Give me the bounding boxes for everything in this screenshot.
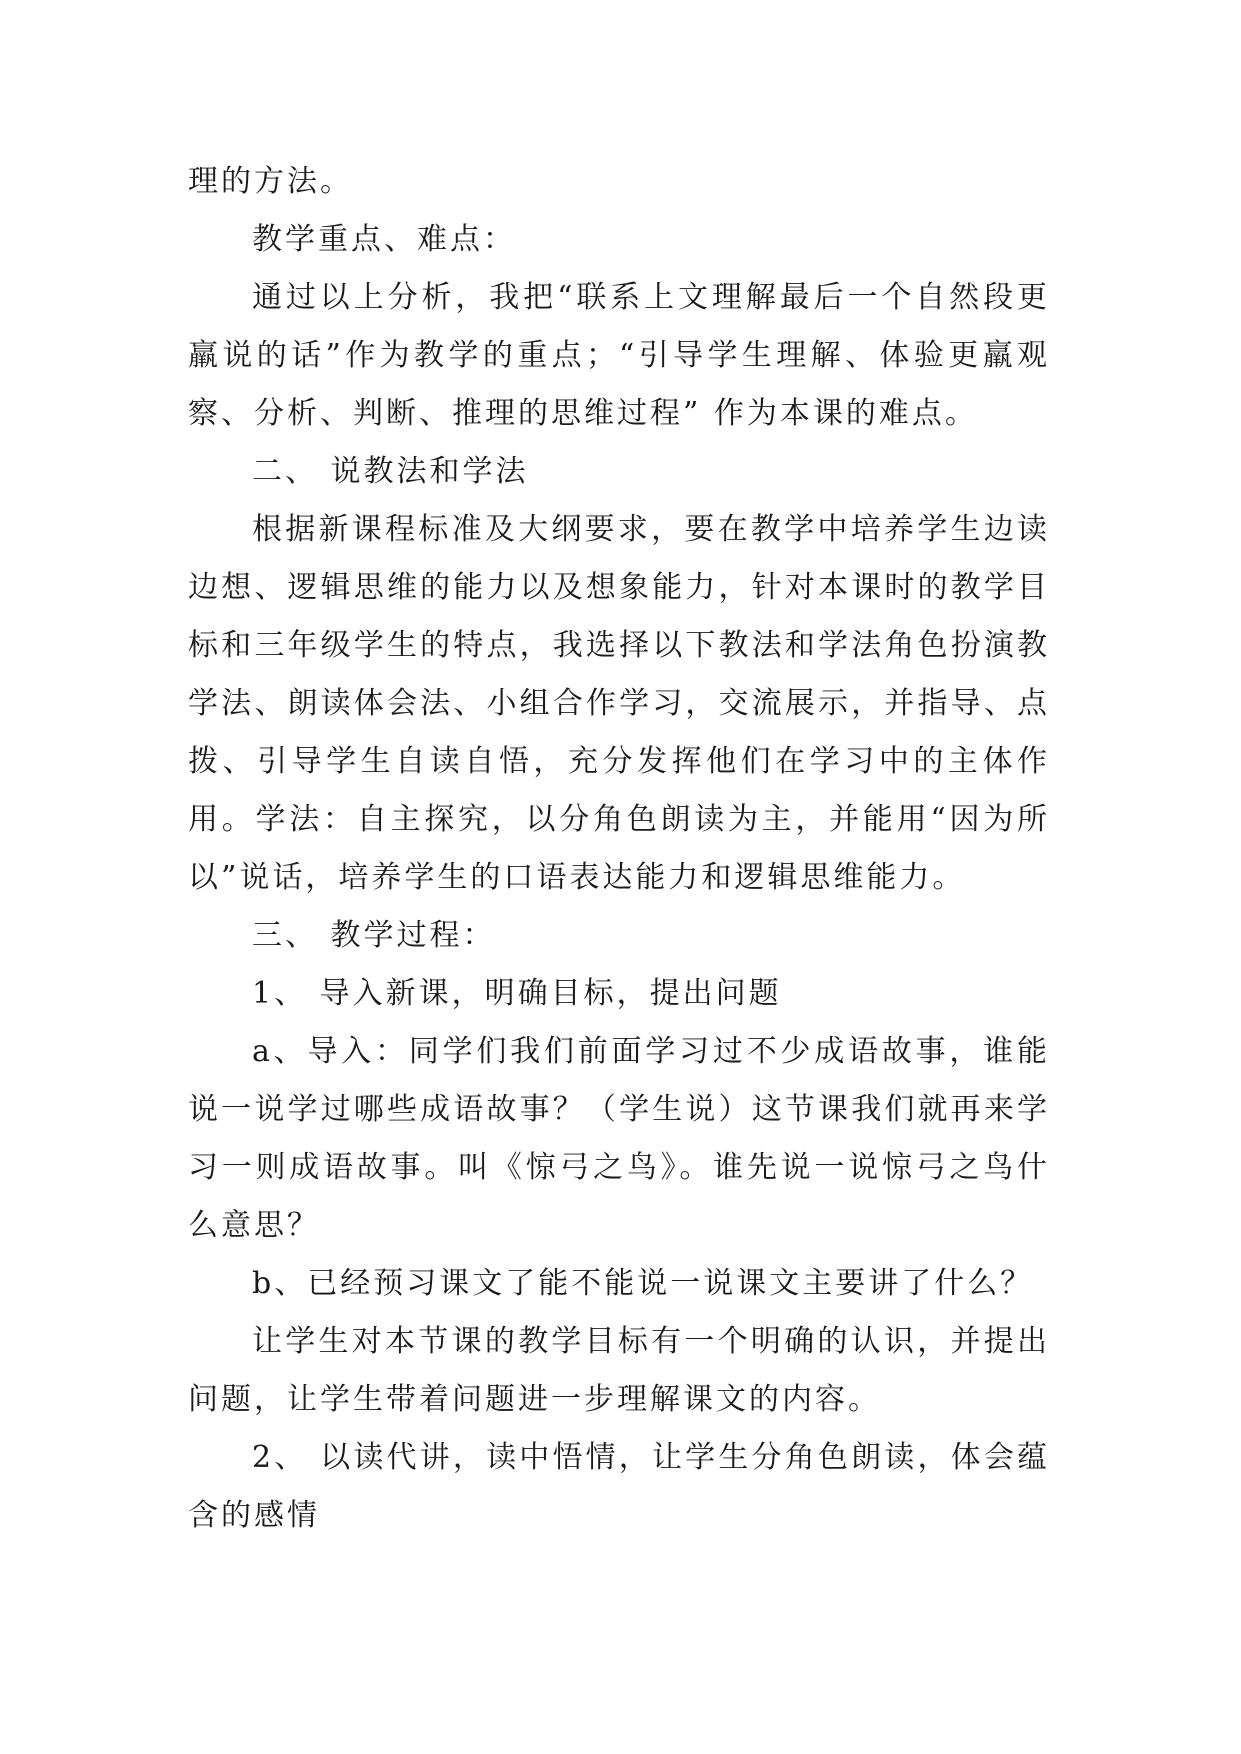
paragraph-key-points: 通过以上分析，我把“联系上文理解最后一个自然段更羸说的话”作为教学的重点；“引导学生理解、体验更羸观察、分析、判断、推理的思维过程” 作为本课的难点。 <box>188 280 1050 431</box>
heading-section-two: 二、 说教法和学法 <box>252 454 529 489</box>
paragraph-goal-note: 让学生对本节课的教学目标有一个明确的认识，并提出问题，让学生带着问题进一步理解课文的内容。 <box>188 1324 1050 1417</box>
heading-key-points: 教学重点、难点： <box>252 222 516 257</box>
heading-step-one: 1、 导入新课，明确目标，提出问题 <box>252 976 782 1011</box>
paragraph-continuation: 理的方法。 <box>188 164 353 199</box>
paragraph-methods: 根据新课程标准及大纲要求，要在教学中培养学生边读边想、逻辑思维的能力以及想象能力，针对本课时的教学目标和三年级学生的特点，我选择以下教法和学法角色扮演教学法、朗读体会法、小组合作学习，交流展示，并指导、点拨、引导学生自读自悟，充分发挥他们在学习中的主体作用。学法：自主探究，以分角色朗读为主，并能用“因为所以”说话，培养学生的口语表达能力和逻辑思维能力。 <box>188 512 1050 895</box>
paragraph-step-b: b、已经预习课文了能不能说一说课文主要讲了什么？ <box>252 1266 1034 1301</box>
document-body <box>188 153 1050 1545</box>
paragraph-step-a: a、导入：同学们我们前面学习过不少成语故事，谁能说一说学过哪些成语故事？（学生说）这节课我们就再来学习一则成语故事。叫《惊弓之鸟》。谁先说一说惊弓之鸟什么意思？ <box>188 1034 1050 1243</box>
heading-step-two: 2、 以读代讲，读中悟情，让学生分角色朗读，体会蕴含的感情 <box>188 1440 1050 1533</box>
heading-section-three: 三、 教学过程： <box>252 918 496 953</box>
